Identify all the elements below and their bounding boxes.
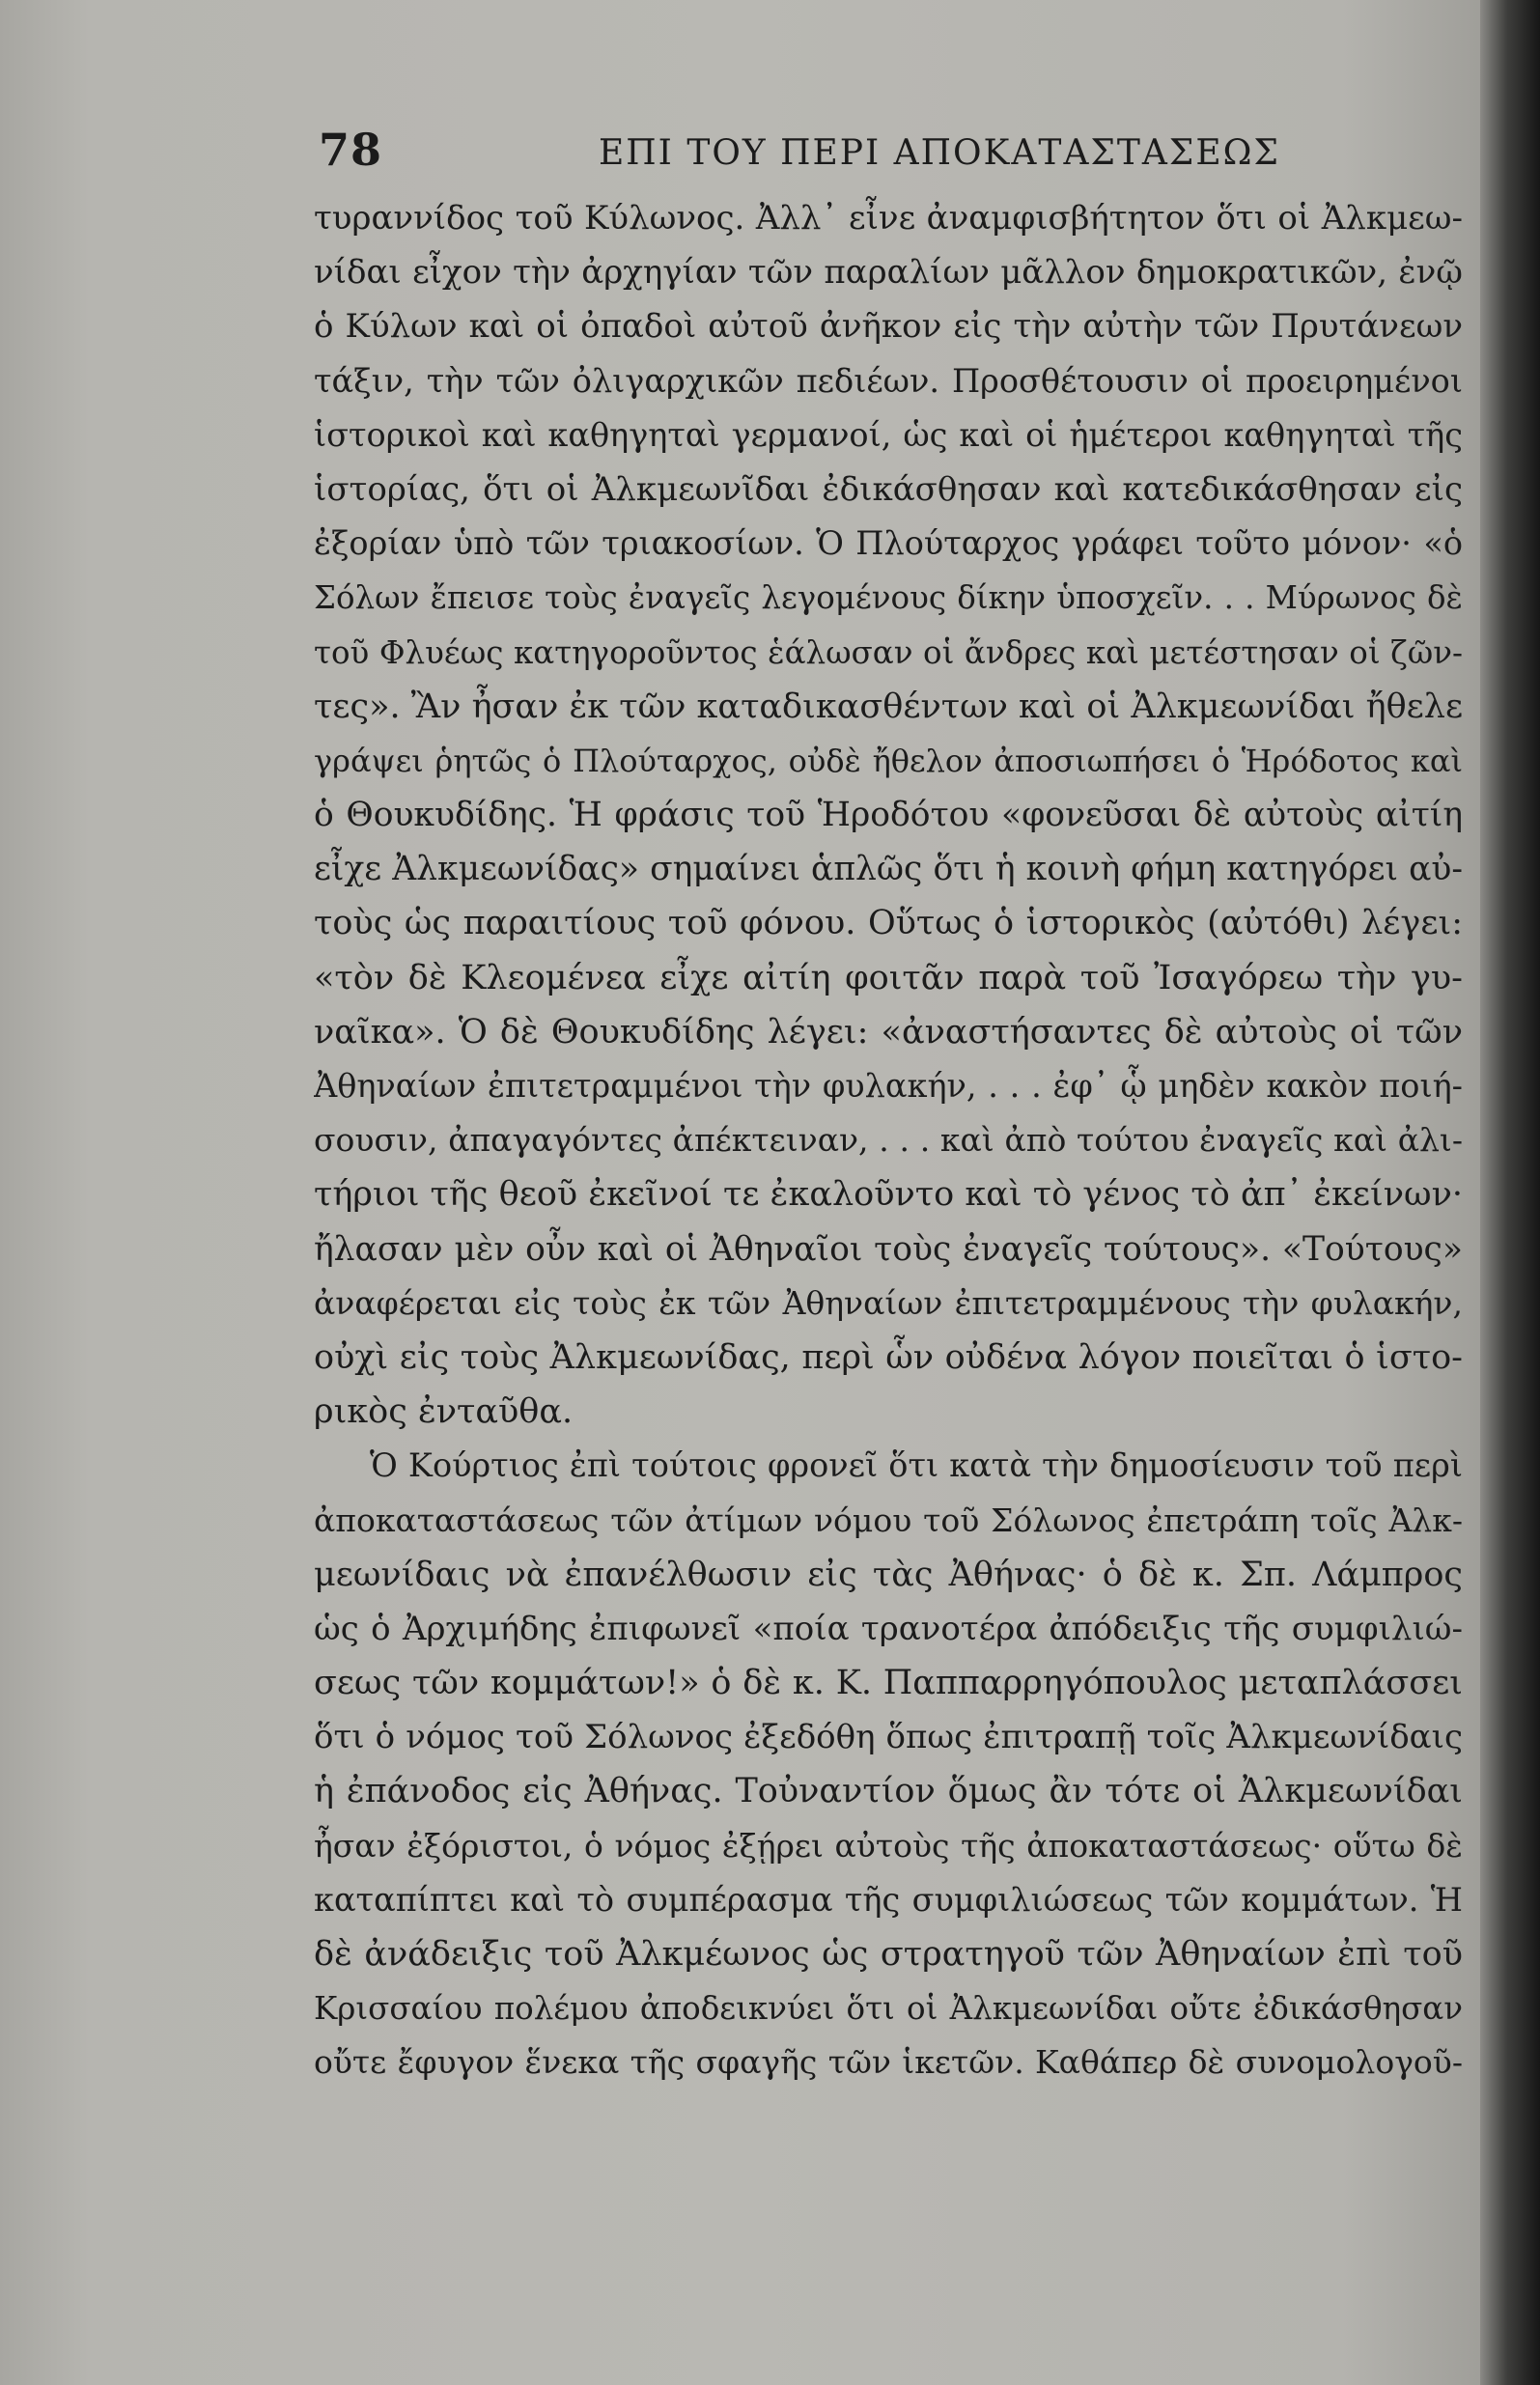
text-line: ἦσαν ἐξόριστοι, ὁ νόμος ἐξῄρει αὐτοὺς τῆς ἀποκαταστάσεως· οὕτω δὲ: [314, 1826, 1463, 1865]
text-line: γράψει ῥητῶς ὁ Πλούταρχος, οὐδὲ ἤθελον ἀποσιωπήσει ὁ Ἡρόδοτος καὶ: [314, 742, 1463, 779]
text-line: τάξιν, τὴν τῶν ὀλιγαρχικῶν πεδιέων. Προσθέτουσιν οἱ προειρημένοι: [314, 361, 1463, 400]
text-line: Κρισσαίου πολέμου ἀποδεικνύει ὅτι οἱ Ἀλκμεωνίδαι οὔτε ἐδικάσθησαν: [314, 1990, 1463, 2028]
text-line: οὐχὶ εἰς τοὺς Ἀλκμεωνίδας, περὶ ὧν οὐδένα λόγον ποιεῖται ὁ ἱστο-: [314, 1337, 1463, 1377]
text-line: ἐξορίαν ὑπὸ τῶν τριακοσίων. Ὁ Πλούταρχος γράφει τοῦτο μόνον· «ὁ: [314, 524, 1463, 563]
page-header: [309, 114, 1458, 182]
text-line: Ἀθηναίων ἐπιτετραμμένοι τὴν φυλακήν, . . . ἐφ᾿ ᾧ μηδὲν κακὸν ποιή-: [314, 1067, 1463, 1105]
text-line: τες». Ἂν ἦσαν ἐκ τῶν καταδικασθέντων καὶ οἱ Ἀλκμεωνίδαι ἤθελε: [314, 687, 1463, 726]
text-line: ἀναφέρεται εἰς τοὺς ἐκ τῶν Ἀθηναίων ἐπιτετραμμένους τὴν φυλακήν,: [314, 1283, 1463, 1322]
text-line: Ὁ Κούρτιος ἐπὶ τούτοις φρονεῖ ὅτι κατὰ τὴν δημοσίευσιν τοῦ περὶ: [370, 1446, 1463, 1485]
text-line: ναῖκα». Ὁ δὲ Θουκυδίδης λέγει: «ἀναστήσαντες δὲ αὐτοὺς οἱ τῶν: [314, 1012, 1463, 1052]
text-line: ἱστορίας, ὅτι οἱ Ἀλκμεωνῖδαι ἐδικάσθησαν καὶ κατεδικάσθησαν εἰς: [314, 469, 1463, 509]
text-line: νίδαι εἶχον τὴν ἀρχηγίαν τῶν παραλίων μᾶλλον δημοκρατικῶν, ἐνῷ: [314, 253, 1463, 293]
body-text: [314, 191, 1463, 2090]
text-line: ἡ ἐπάνοδος εἰς Ἀθήνας. Τοὐναντίον ὅμως ἂν τότε οἱ Ἀλκμεωνίδαι: [314, 1772, 1463, 1811]
text-line: ὁ Θουκυδίδης. Ἡ φράσις τοῦ Ἡροδότου «φονεῦσαι δὲ αὐτοὺς αἰτίη: [314, 796, 1463, 835]
text-line: τοῦ Φλυέως κατηγοροῦντος ἑάλωσαν οἱ ἄνδρες καὶ μετέστησαν οἱ ζῶν-: [314, 633, 1463, 671]
running-title: ΕΠΙ ΤΟΥ ΠΕΡΙ ΑΠΟΚΑΤΑΣΤΑΣΕΩΣ: [599, 133, 1280, 173]
text-line: τήριοι τῆς θεοῦ ἐκεῖνοί τε ἐκαλοῦντο καὶ τὸ γένος τὸ ἀπ᾿ ἐκείνων·: [314, 1175, 1463, 1215]
text-line: μεωνίδαις νὰ ἐπανέλθωσιν εἰς τὰς Ἀθήνας· ὁ δὲ κ. Σπ. Λάμπρος: [314, 1555, 1463, 1594]
text-line: ἀποκαταστάσεως τῶν ἀτίμων νόμου τοῦ Σόλωνος ἐπετράπη τοῖς Ἀλκ-: [314, 1501, 1463, 1539]
binding-shadow: [1480, 0, 1540, 2385]
text-line: ἤλασαν μὲν οὖν καὶ οἱ Ἀθηναῖοι τοὺς ἐναγεῖς τούτους». «Τούτους»: [314, 1229, 1463, 1269]
text-line: δὲ ἀνάδειξις τοῦ Ἀλκμέωνος ὡς στρατηγοῦ τῶν Ἀθηναίων ἐπὶ τοῦ: [314, 1935, 1463, 1974]
text-line: σεως τῶν κομμάτων!» ὁ δὲ κ. Κ. Παππαρρηγόπουλος μεταπλάσσει: [314, 1664, 1463, 1703]
text-line: Σόλων ἔπεισε τοὺς ἐναγεῖς λεγομένους δίκην ὑποσχεῖν. . . Μύρωνος δὲ: [314, 579, 1463, 617]
text-line: ὅτι ὁ νόμος τοῦ Σόλωνος ἐξεδόθη ὅπως ἐπιτραπῇ τοῖς Ἀλκμεωνίδαις: [314, 1718, 1463, 1757]
text-line: σουσιν, ἀπαγαγόντες ἀπέκτειναν, . . . καὶ ἀπὸ τούτου ἐναγεῖς καὶ ἀλι-: [314, 1121, 1463, 1160]
text-line: ρικὸς ἐνταῦθα.: [314, 1392, 574, 1432]
page-number: 78: [319, 124, 383, 176]
text-line: «τὸν δὲ Κλεομένεα εἶχε αἰτίη φοιτᾶν παρὰ τοῦ Ἰσαγόρεω τὴν γυ-: [314, 958, 1463, 997]
text-line: καταπίπτει καὶ τὸ συμπέρασμα τῆς συμφιλιώσεως τῶν κομμάτων. Ἡ: [314, 1880, 1463, 1919]
text-line: τοὺς ὡς παραιτίους τοῦ φόνου. Οὕτως ὁ ἱστορικὸς (αὐτόθι) λέγει:: [314, 904, 1463, 943]
text-line: τυραννίδος τοῦ Κύλωνος. Ἀλλ᾿ εἶνε ἀναμφισβήτητον ὅτι οἱ Ἀλκμεω-: [314, 199, 1463, 238]
text-line: εἶχε Ἀλκμεωνίδας» σημαίνει ἁπλῶς ὅτι ἡ κοινὴ φήμη κατηγόρει αὐ-: [314, 850, 1463, 889]
text-line: ὡς ὁ Ἀρχιμήδης ἐπιφωνεῖ «ποία τρανοτέρα ἀπόδειξις τῆς συμφιλιώ-: [314, 1609, 1463, 1648]
text-line: ἱστορικοὶ καὶ καθηγηταὶ γερμανοί, ὡς καὶ οἱ ἡμέτεροι καθηγηταὶ τῆς: [314, 415, 1463, 454]
text-line: ὁ Κύλων καὶ οἱ ὀπαδοὶ αὐτοῦ ἀνῆκον εἰς τὴν αὐτὴν τῶν Πρυτάνεων: [314, 307, 1463, 347]
text-line: οὔτε ἔφυγον ἕνεκα τῆς σφαγῆς τῶν ἱκετῶν. Καθάπερ δὲ συνομολογοῦ-: [314, 2043, 1463, 2082]
